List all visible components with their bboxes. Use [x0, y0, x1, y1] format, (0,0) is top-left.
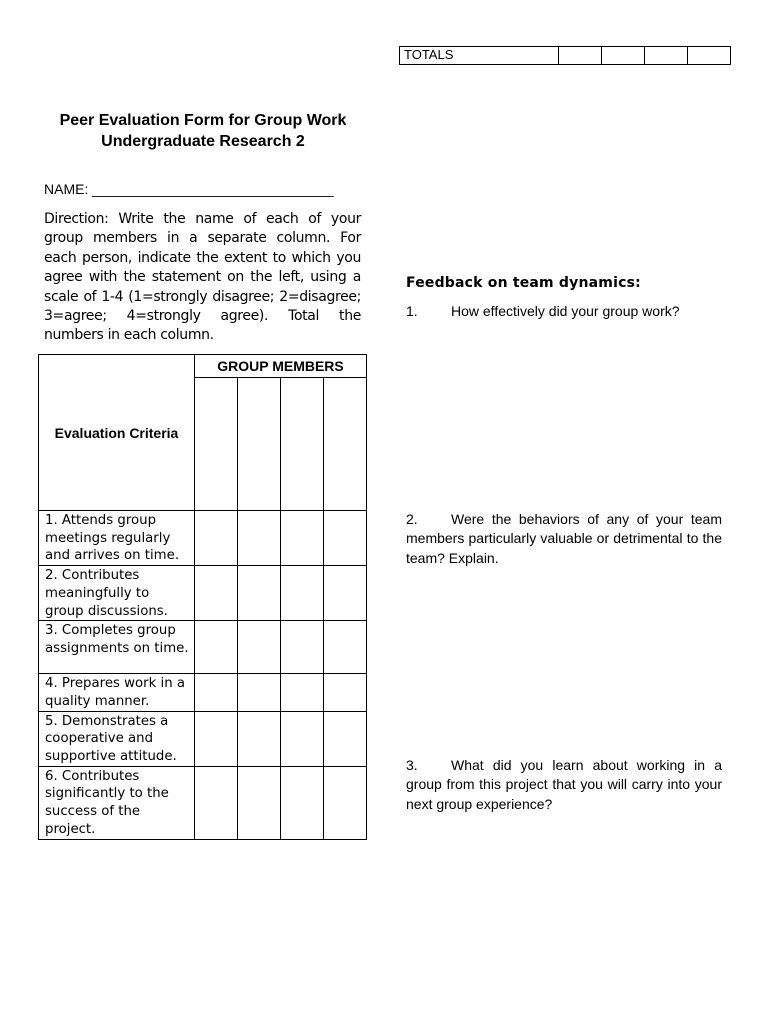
score-cell[interactable] — [281, 621, 324, 674]
score-cell[interactable] — [238, 711, 281, 766]
question-number: 1. — [406, 303, 418, 319]
criterion-cell: 5. Demonstrates a cooperative and supportive attitude. — [39, 711, 195, 766]
name-field[interactable]: NAME: _______________________________ — [44, 181, 334, 197]
score-cell[interactable] — [195, 674, 238, 711]
totals-cell[interactable] — [645, 47, 688, 65]
criterion-cell: 2. Contributes meaningfully to group discussions. — [39, 566, 195, 621]
direction-text: Direction: Write the name of each of your group members in a separate column. For each person, indicate the extent to which you agree with the statement on the left, using a scale of 1-4 (1=strongly disagree; 2=disagree; 3=agree; 4=strongly agree). Total the numbers in each column. — [44, 211, 361, 344]
score-cell[interactable] — [195, 511, 238, 566]
member-name-cell[interactable] — [324, 378, 367, 511]
score-cell[interactable] — [324, 674, 367, 711]
member-name-cell[interactable] — [195, 378, 238, 511]
feedback-heading: Feedback on team dynamics: — [406, 275, 641, 291]
totals-row — [400, 47, 731, 65]
score-cell[interactable] — [195, 566, 238, 621]
totals-cell[interactable] — [602, 47, 645, 65]
score-cell[interactable] — [281, 674, 324, 711]
criterion-cell: 4. Prepares work in a quality manner. — [39, 674, 195, 711]
feedback-question — [406, 756, 722, 814]
table-row — [39, 566, 367, 621]
member-name-cell[interactable] — [238, 378, 281, 511]
question-number: 3. — [406, 757, 418, 773]
score-cell[interactable] — [238, 511, 281, 566]
table-row — [39, 711, 367, 766]
evaluation-criteria-header: Evaluation Criteria — [39, 355, 195, 511]
question-text: What did you learn about working in a group from this project that you will carry into your next group experience? — [406, 757, 722, 812]
table-row — [39, 511, 367, 566]
totals-cell[interactable] — [688, 47, 731, 65]
evaluation-table — [38, 354, 367, 840]
feedback-question — [406, 510, 722, 568]
criterion-cell: 1. Attends group meetings regularly and arrives on time. — [39, 511, 195, 566]
group-members-header: GROUP MEMBERS — [195, 355, 367, 378]
question-text: How effectively did your group work? — [451, 303, 680, 319]
table-row — [39, 766, 367, 839]
score-cell[interactable] — [324, 711, 367, 766]
score-cell[interactable] — [324, 621, 367, 674]
score-cell[interactable] — [195, 711, 238, 766]
form-title: Peer Evaluation Form for Group Work — [59, 112, 347, 129]
score-cell[interactable] — [238, 766, 281, 839]
criterion-cell: 3. Completes group assignments on time. — [39, 621, 195, 674]
score-cell[interactable] — [324, 511, 367, 566]
totals-label: TOTALS — [400, 47, 559, 65]
score-cell[interactable] — [324, 566, 367, 621]
member-name-cell[interactable] — [281, 378, 324, 511]
score-cell[interactable] — [281, 511, 324, 566]
table-header-row — [39, 355, 367, 378]
feedback-question — [406, 302, 722, 321]
score-cell[interactable] — [238, 621, 281, 674]
question-text: Were the behaviors of any of your team members particularly valuable or detrimental to the team? Explain. — [406, 511, 722, 566]
totals-cell[interactable] — [559, 47, 602, 65]
score-cell[interactable] — [281, 766, 324, 839]
score-cell[interactable] — [281, 711, 324, 766]
totals-table — [399, 46, 731, 65]
form-subtitle: Undergraduate Research 2 — [101, 133, 305, 150]
score-cell[interactable] — [281, 566, 324, 621]
table-row — [39, 674, 367, 711]
score-cell[interactable] — [195, 621, 238, 674]
score-cell[interactable] — [238, 566, 281, 621]
score-cell[interactable] — [195, 766, 238, 839]
score-cell[interactable] — [238, 674, 281, 711]
question-number: 2. — [406, 511, 418, 527]
table-row — [39, 621, 367, 674]
score-cell[interactable] — [324, 766, 367, 839]
criterion-cell: 6. Contributes significantly to the success of the project. — [39, 766, 195, 839]
